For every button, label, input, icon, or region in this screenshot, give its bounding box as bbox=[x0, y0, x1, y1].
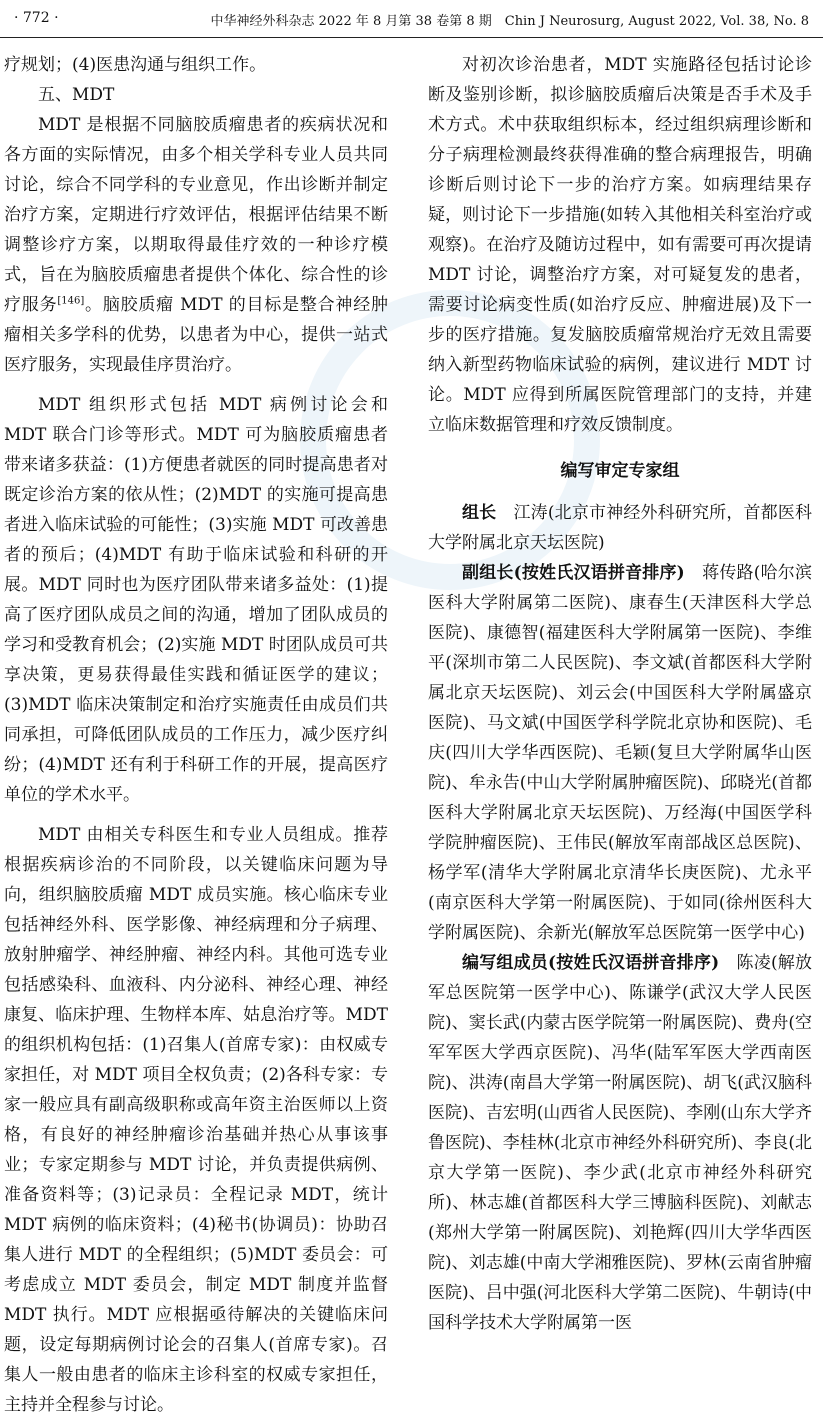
paragraph-text: MDT 是根据不同脑胶质瘤患者的疾病状况和各方面的实际情况，由多个相关学科专业人员共同讨论，综合不同学科的专业意见，作出诊断并制定治疗方案，定期进行疗效评估，根据评估结果不断调整诊疗方案，以期取得最佳疗效的一种诊疗模式，旨在为脑胶质瘤患者提供个体化、综合性的诊疗服务 bbox=[4, 115, 388, 315]
leader-text: 江涛(北京市神经外科研究所，首都医科大学附属北京天坛医院) bbox=[428, 503, 812, 553]
expert-group-heading: 编写审定专家组 bbox=[560, 461, 680, 481]
journal-citation: 中华神经外科杂志 2022 年 8 月第 38 卷第 8 期 Chin J Neurosurg, August 2022, Vol. 38, No. 8 bbox=[210, 14, 809, 29]
leader-label: 组长 bbox=[462, 503, 497, 523]
paragraph-continued: 疗规划；(4)医患沟通与组织工作。 bbox=[4, 55, 267, 75]
paragraph-text: 。脑胶质瘤 MDT 的目标是整合神经肿瘤相关多学科的优势，以患者为中心，提供一站式医疗服务，实现最佳序贯治疗。 bbox=[4, 295, 388, 375]
paragraph-mdt-pathway: 对初次诊治患者，MDT 实施路径包括讨论诊断及鉴别诊断，拟诊脑胶质瘤后决策是否手术及手术方式。术中获取组织标本，经过组织病理诊断和分子病理检测最终获得准确的整合病理报告，明确诊断后则讨论下一步的治疗方案。如病理结果存疑，则讨论下一步措施(如转入其他相关科室治疗或观察)。在治疗及随访过程中，如有需要可再次提请 MDT 讨论，调整治疗方案，对可疑复发的患者，需要讨论病变性质(如治疗反应、肿瘤进展)及下一步的医疗措施。复发脑胶质瘤常规治疗无效且需要纳入新型药物临床试验的病例，建议进行 MDT 讨论。MDT 应得到所属医院管理部门的支持，并建立临床数据管理和疗效反馈制度。 bbox=[428, 55, 812, 435]
header-rule bbox=[0, 37, 823, 38]
paragraph-mdt-members: MDT 由相关专科医生和专业人员组成。推荐根据疾病诊治的不同阶段，以关键临床问题为导向，组织脑胶质瘤 MDT 成员实施。核心临床专业包括神经外科、医学影像、神经病理和分子病理、放射肿瘤学、神经肿瘤、神经内科。其他可选专业包括感染科、血液科、内分泌科、神经心理、神经康复、临床护理、生物样本库、姑息治疗等。MDT 的组织机构包括：(1)召集人(首席专家)：由权威专家担任，对 MDT 项目全权负责；(2)各科专家：专家一般应具有副高级职称或高年资主治医师以上资格，有良好的神经肿瘤诊治基础并热心从事该事业；专家定期参与 MDT 讨论，并负责提供病例、准备资料等；(3)记录员：全程记录 MDT，统计 MDT 病例的临床资料；(4)秘书(协调员)：协助召集人进行 MDT 的全程组织；(5)MDT 委员会：可考虑成立 MDT 委员会，制定 MDT 制度并监督 MDT 执行。MDT 应根据亟待解决的关键临床问题，设定每期病例讨论会的召集人(首席专家)。召集人一般由患者的临床主诊科室的权威专家担任，主持并全程参与讨论。 bbox=[4, 825, 388, 1415]
leader-entry bbox=[428, 498, 812, 558]
section-heading: 五、MDT bbox=[38, 85, 115, 105]
right-column bbox=[428, 50, 812, 1338]
vice-leader-entry bbox=[428, 558, 812, 948]
member-label: 编写组成员(按姓氏汉语拼音排序) bbox=[462, 953, 720, 973]
member-entry bbox=[428, 948, 812, 1338]
page-number: · 772 · bbox=[14, 10, 59, 26]
paragraph-mdt-definition bbox=[4, 110, 388, 380]
left-column bbox=[4, 50, 388, 1420]
page-header bbox=[0, 0, 823, 38]
reference-marker: [146] bbox=[57, 295, 85, 307]
paragraph-mdt-forms: MDT 组织形式包括 MDT 病例讨论会和 MDT 联合门诊等形式。MDT 可为脑胶质瘤患者带来诸多获益：(1)方便患者就医的同时提高患者对既定诊治方案的依从性；(2)MDT 的实施可提高患者进入临床试验的可能性；(3)实施 MDT 可改善患者的预后；(4)MDT 有助于临床试验和科研的开展。MDT 同时也为医疗团队带来诸多益处：(1)提高了医疗团队成员之间的沟通，增加了团队成员的学习和受教育机会；(2)实施 MDT 时团队成员可共享决策，更易获得最佳实践和循证医学的建议；(3)MDT 临床决策制定和治疗实施责任由成员们共同承担，可降低团队成员的工作压力，减少医疗纠纷；(4)MDT 还有利于科研工作的开展，提高医疗单位的学术水平。 bbox=[4, 395, 388, 805]
vice-leader-label: 副组长(按姓氏汉语拼音排序) bbox=[462, 563, 685, 583]
vice-leader-text: 蒋传路(哈尔滨医科大学附属第二医院)、康春生(天津医科大学总医院)、康德智(福建医科大学附属第一医院)、李维平(深圳市第二人民医院)、李文斌(首都医科大学附属北京天坛医院)、刘云会(中国医科大学附属盛京医院)、马文斌(中国医学科学院北京协和医院)、毛庆(四川大学华西医院)、毛颖(复旦大学附属华山医院)、牟永告(中山大学附属肿瘤医院)、邱晓光(首都医科大学附属北京天坛医院)、万经海(中国医学科学院肿瘤医院)、王伟民(解放军南部战区总医院)、杨学军(清华大学附属北京清华长庚医院)、尤永平(南京医科大学第一附属医院)、于如同(徐州医科大学附属医院)、余新光(解放军总医院第一医学中心) bbox=[428, 563, 812, 943]
member-text: 陈凌(解放军总医院第一医学中心)、陈谦学(武汉大学人民医院)、窦长武(内蒙古医学院第一附属医院)、费舟(空军军医大学西京医院)、冯华(陆军军医大学西南医院)、洪涛(南昌大学第一附属医院)、胡飞(武汉脑科医院)、吉宏明(山西省人民医院)、李刚(山东大学齐鲁医院)、李桂林(北京市神经外科研究所)、李良(北京大学第一医院)、李少武(北京市神经外科研究所)、林志雄(首都医科大学三博脑科医院)、刘献志(郑州大学第一附属医院)、刘艳辉(四川大学华西医院)、刘志雄(中南大学湘雅医院)、罗林(云南省肿瘤医院)、吕中强(河北医科大学第二医院)、牛朝诗(中国科学技术大学附属第一医 bbox=[428, 953, 812, 1333]
